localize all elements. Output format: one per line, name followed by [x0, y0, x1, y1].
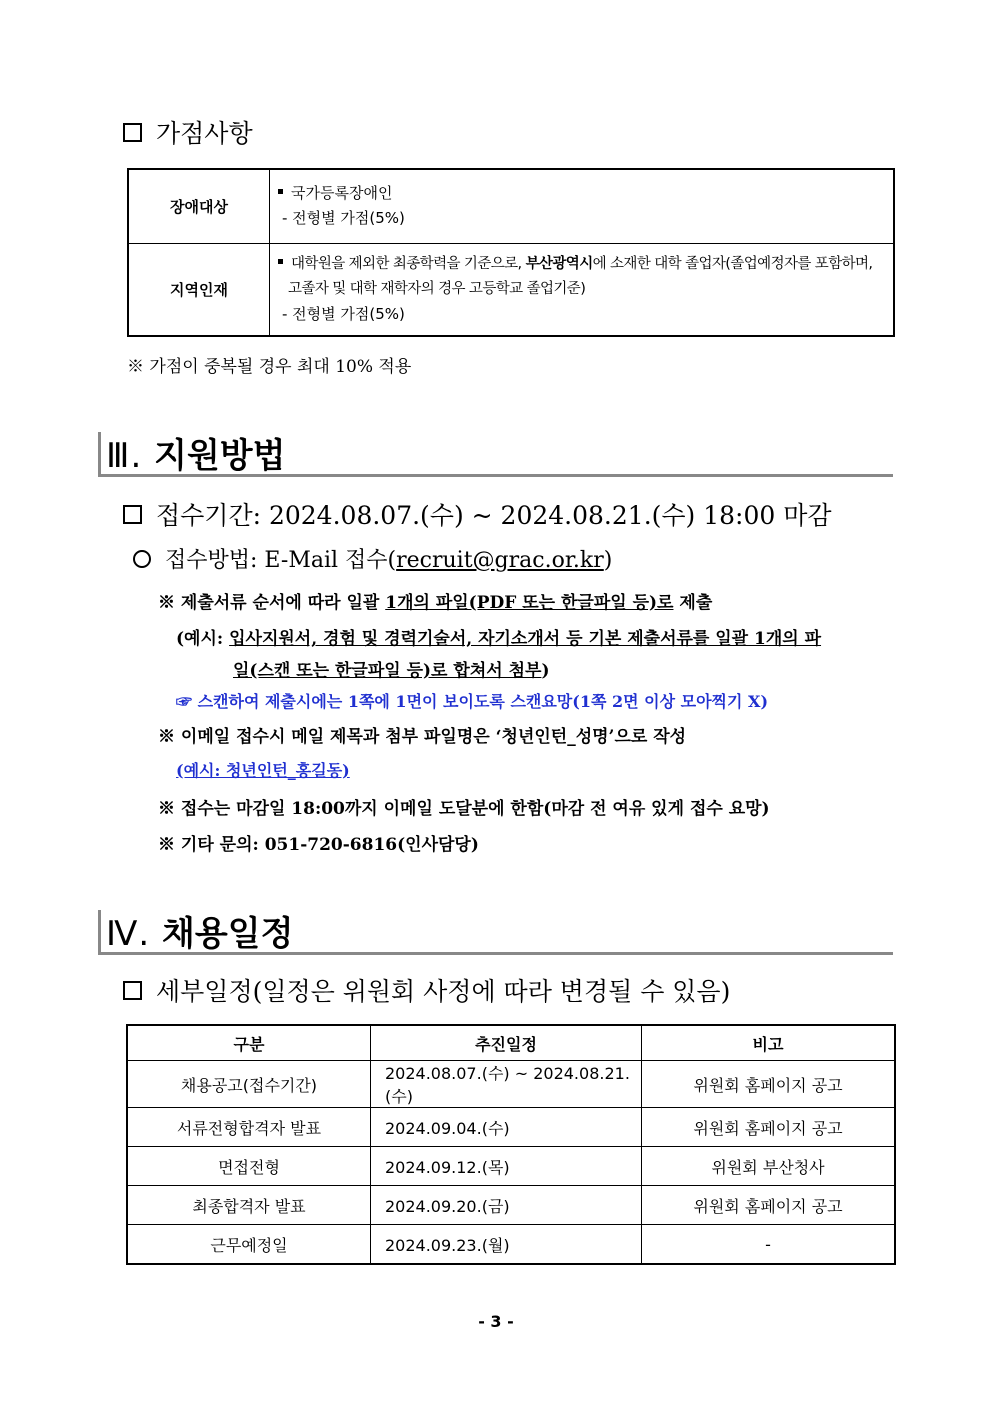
column-header: 비고	[642, 1025, 896, 1061]
contact-note: ※ 기타 문의: 051-720-6816(인사담당)	[158, 835, 479, 855]
square-bullet-icon	[278, 189, 283, 194]
bonus-table	[127, 168, 895, 337]
table-row: 면접전형 2024.09.12.(목) 위원회 부산청사	[127, 1147, 895, 1186]
section4-title: Ⅳ. 채용일정	[106, 914, 294, 954]
email-link[interactable]: recruit@grac.or.kr	[396, 548, 604, 573]
square-bullet-icon	[278, 259, 283, 264]
schedule-subheading: 세부일정(일정은 위원회 사정에 따라 변경될 수 있음)	[123, 972, 730, 1008]
table-header-row	[127, 1025, 895, 1061]
square-bullet-icon	[123, 981, 142, 1000]
table-row	[128, 243, 894, 336]
table-row: 서류전형합격자 발표 2024.09.04.(수) 위원회 홈페이지 공고	[127, 1108, 895, 1147]
section-bar	[98, 432, 101, 476]
square-bullet-icon	[123, 123, 142, 142]
deadline-note: ※ 접수는 마감일 18:00까지 이메일 도달분에 한함(마감 전 여유 있게 접수 요망)	[158, 799, 770, 819]
section3-title: Ⅲ. 지원방법	[106, 436, 286, 476]
bonus-content-region: 대학원을 제외한 최종학력을 기준으로, 부산광역시에 소재한 대학 졸업자(졸업예정자를 포함하며, 고졸자 및 대학 재학자의 경우 고등학교 졸업기준) - 전형별 가점(5%)	[270, 243, 895, 336]
application-period: 접수기간: 2024.08.07.(수) ~ 2024.08.21.(수) 18:00 마감	[123, 496, 832, 532]
application-method: 접수방법: E-Mail 접수(recruit@grac.or.kr)	[133, 543, 612, 574]
bonus-note: ※ 가점이 중복될 경우 최대 10% 적용	[127, 357, 412, 377]
circle-bullet-icon	[133, 550, 151, 568]
submission-example-cont: 일(스캔 또는 한글파일 등)로 합쳐서 첨부)	[233, 661, 550, 681]
table-row	[128, 169, 894, 243]
page-number: - 3 -	[478, 1312, 514, 1331]
square-bullet-icon	[123, 505, 142, 524]
column-header: 구분	[127, 1025, 371, 1061]
scan-note: ☞ 스캔하여 제출시에는 1쪽에 1면이 보이도록 스캔요망(1쪽 2면 이상 모아찍기 X)	[176, 692, 769, 711]
section-bar	[98, 910, 101, 954]
column-header: 추진일정	[371, 1025, 642, 1061]
bonus-heading: 가점사항	[123, 114, 253, 150]
bonus-label-disabled: 장애대상	[128, 169, 270, 243]
table-row: 채용공고(접수기간) 2024.08.07.(수) ~ 2024.08.21.(수) 위원회 홈페이지 공고	[127, 1061, 895, 1108]
email-title-note: ※ 이메일 접수시 메일 제목과 첨부 파일명은 ‘청년인턴_성명’으로 작성	[158, 727, 687, 747]
email-title-example: (예시: 청년인턴_홍길동)	[176, 761, 350, 780]
submission-example: (예시: 입사지원서, 경험 및 경력기술서, 자기소개서 등 기본 제출서류를 일괄 1개의 파	[176, 629, 822, 649]
schedule-table	[126, 1024, 896, 1265]
bonus-content-disabled: 국가등록장애인 - 전형별 가점(5%)	[270, 169, 895, 243]
bonus-label-region: 지역인재	[128, 243, 270, 336]
submission-note: ※ 제출서류 순서에 따라 일괄 1개의 파일(PDF 또는 한글파일 등)로 제출	[158, 593, 713, 613]
table-row: 최종합격자 발표 2024.09.20.(금) 위원회 홈페이지 공고	[127, 1186, 895, 1225]
table-row: 근무예정일 2024.09.23.(월) -	[127, 1225, 895, 1265]
